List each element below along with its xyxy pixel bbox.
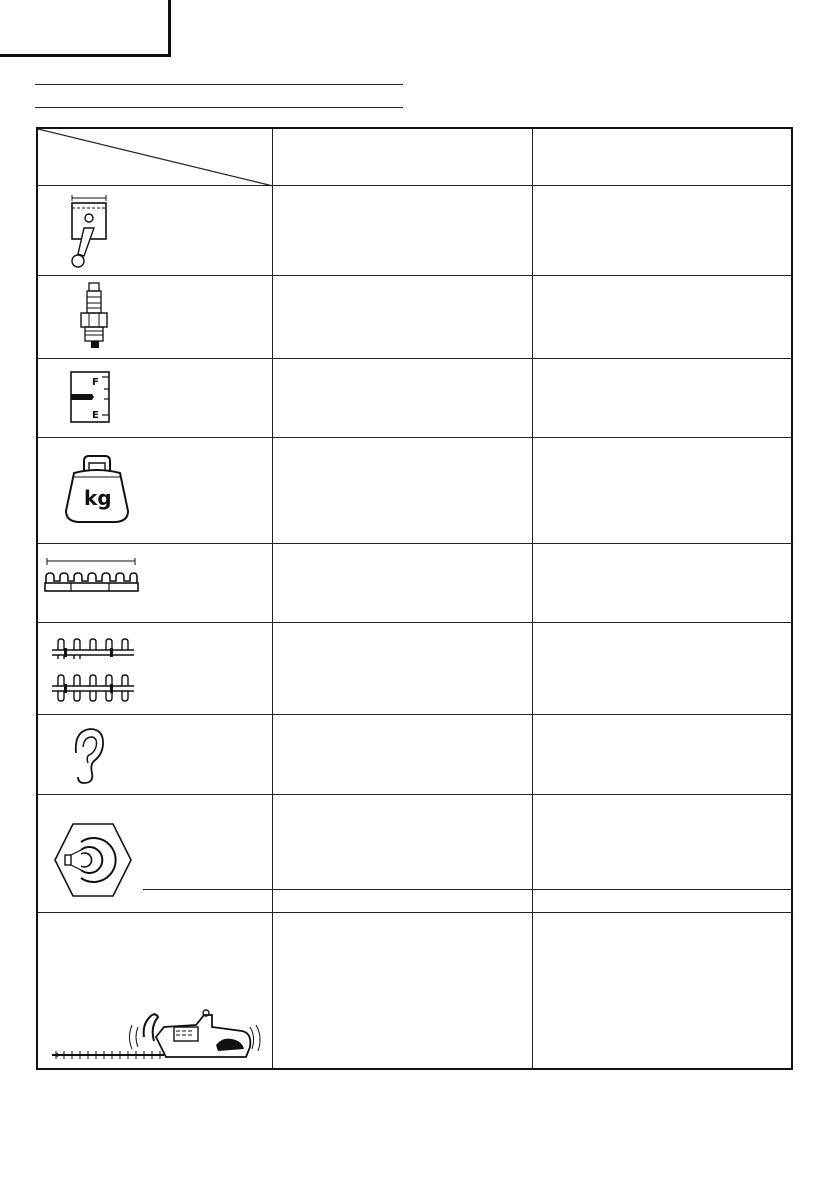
row-subdivider [143, 889, 793, 890]
svg-text:E: E [92, 410, 99, 421]
svg-text:F: F [92, 377, 99, 388]
sound-level-ear-icon [66, 725, 108, 787]
blade-type-icon [50, 634, 136, 704]
title-rule-bottom [35, 107, 403, 108]
svg-text:kg: kg [84, 486, 112, 510]
row-divider [38, 275, 793, 276]
sound-power-hex-icon [52, 819, 134, 901]
header-diagonal [38, 129, 274, 187]
blade-length-icon [43, 557, 139, 597]
page-corner-tab [0, 0, 171, 57]
row-divider [38, 185, 793, 186]
column-divider-2 [532, 129, 533, 1070]
spark-plug-icon [76, 281, 112, 357]
row-divider [38, 622, 793, 623]
fuel-tank-gauge-icon [68, 369, 116, 427]
row-divider [38, 714, 793, 715]
row-divider [38, 794, 793, 795]
title-rule-top [35, 84, 403, 85]
specifications-table [36, 127, 793, 1070]
column-divider-1 [272, 129, 273, 1070]
row-divider [38, 912, 793, 913]
row-divider [38, 437, 793, 438]
row-divider [38, 358, 793, 359]
engine-displacement-piston-icon [66, 192, 126, 272]
row-divider [38, 543, 793, 544]
weight-kg-icon [62, 453, 132, 525]
vibration-hedge-trimmer-icon [46, 997, 272, 1067]
